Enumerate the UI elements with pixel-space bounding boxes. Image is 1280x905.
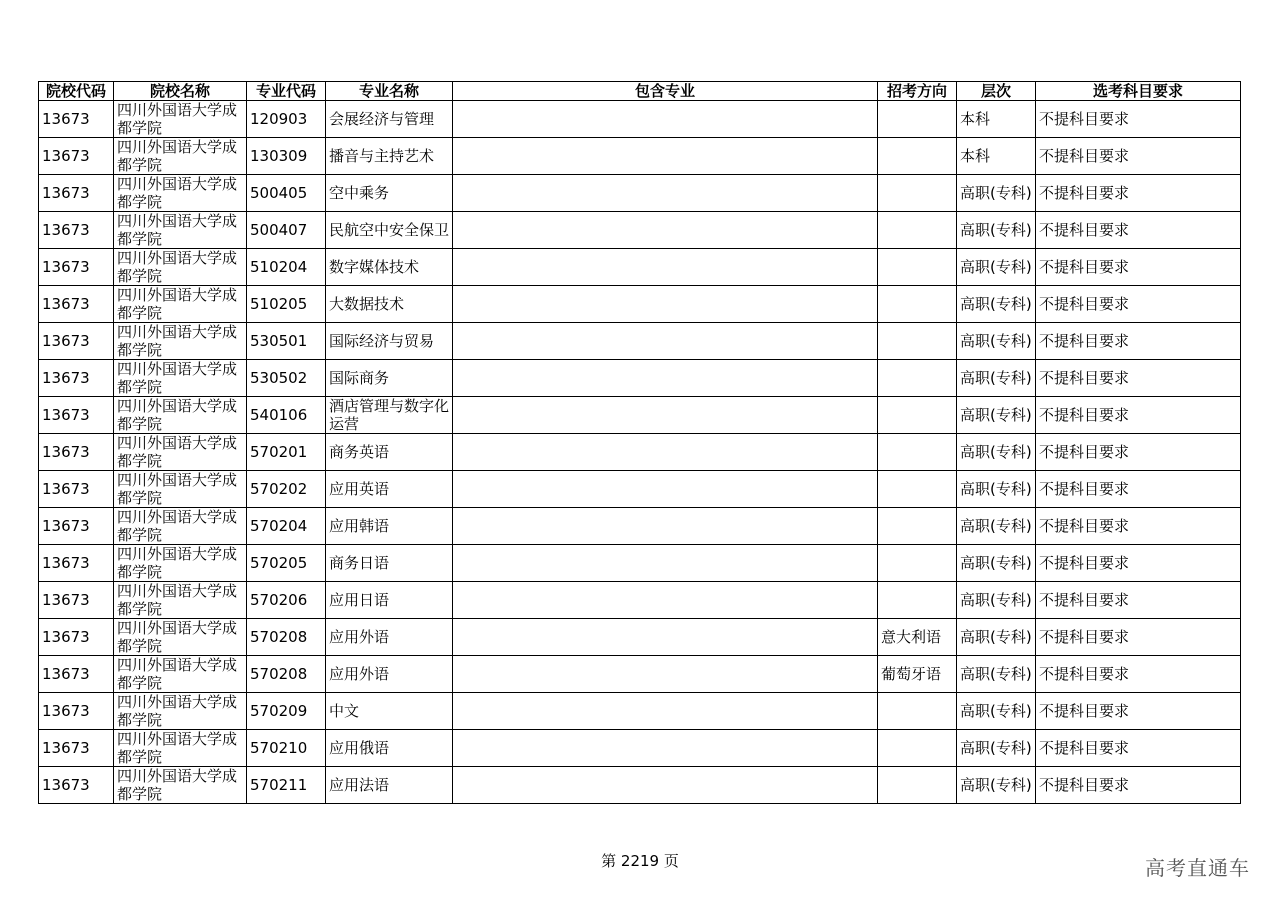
cell-major-name: 应用外语 <box>326 619 453 656</box>
cell-school-code: 13673 <box>39 212 114 249</box>
cell-major-name: 民航空中安全保卫 <box>326 212 453 249</box>
cell-included-majors <box>453 730 878 767</box>
cell-direction <box>878 249 957 286</box>
cell-subject-requirement: 不提科目要求 <box>1036 286 1241 323</box>
cell-subject-requirement: 不提科目要求 <box>1036 508 1241 545</box>
cell-major-code: 530501 <box>247 323 326 360</box>
cell-included-majors <box>453 249 878 286</box>
cell-major-code: 500405 <box>247 175 326 212</box>
cell-direction <box>878 693 957 730</box>
cell-subject-requirement: 不提科目要求 <box>1036 138 1241 175</box>
cell-level: 高职(专科) <box>957 175 1036 212</box>
cell-included-majors <box>453 212 878 249</box>
table-row <box>39 360 1241 397</box>
table-row <box>39 175 1241 212</box>
cell-subject-requirement: 不提科目要求 <box>1036 101 1241 138</box>
cell-direction <box>878 767 957 804</box>
page-number: 第 2219 页 <box>601 852 679 870</box>
cell-major-name: 商务日语 <box>326 545 453 582</box>
cell-included-majors <box>453 138 878 175</box>
table-row <box>39 397 1241 434</box>
cell-school-name: 四川外国语大学成都学院 <box>114 545 247 582</box>
table-row <box>39 286 1241 323</box>
header-major-name: 专业名称 <box>326 82 453 101</box>
cell-included-majors <box>453 545 878 582</box>
cell-school-name: 四川外国语大学成都学院 <box>114 397 247 434</box>
cell-level: 高职(专科) <box>957 286 1036 323</box>
cell-level: 高职(专科) <box>957 212 1036 249</box>
table-row <box>39 434 1241 471</box>
table-row <box>39 508 1241 545</box>
cell-school-code: 13673 <box>39 249 114 286</box>
cell-major-code: 570208 <box>247 619 326 656</box>
cell-direction <box>878 730 957 767</box>
cell-major-code: 570211 <box>247 767 326 804</box>
cell-included-majors <box>453 471 878 508</box>
cell-school-name: 四川外国语大学成都学院 <box>114 212 247 249</box>
cell-major-name: 应用法语 <box>326 767 453 804</box>
cell-level: 高职(专科) <box>957 619 1036 656</box>
cell-included-majors <box>453 767 878 804</box>
cell-major-name: 播音与主持艺术 <box>326 138 453 175</box>
cell-level: 高职(专科) <box>957 582 1036 619</box>
table-row <box>39 619 1241 656</box>
cell-level: 高职(专科) <box>957 323 1036 360</box>
cell-direction <box>878 101 957 138</box>
cell-included-majors <box>453 360 878 397</box>
cell-subject-requirement: 不提科目要求 <box>1036 619 1241 656</box>
cell-level: 高职(专科) <box>957 471 1036 508</box>
cell-school-name: 四川外国语大学成都学院 <box>114 656 247 693</box>
cell-major-code: 570201 <box>247 434 326 471</box>
cell-major-code: 510204 <box>247 249 326 286</box>
cell-included-majors <box>453 656 878 693</box>
cell-major-code: 130309 <box>247 138 326 175</box>
cell-school-code: 13673 <box>39 508 114 545</box>
cell-major-code: 570202 <box>247 471 326 508</box>
cell-level: 高职(专科) <box>957 693 1036 730</box>
cell-major-name: 应用韩语 <box>326 508 453 545</box>
cell-subject-requirement: 不提科目要求 <box>1036 212 1241 249</box>
cell-major-name: 应用俄语 <box>326 730 453 767</box>
cell-included-majors <box>453 323 878 360</box>
cell-major-code: 570208 <box>247 656 326 693</box>
cell-school-name: 四川外国语大学成都学院 <box>114 434 247 471</box>
cell-level: 高职(专科) <box>957 434 1036 471</box>
cell-subject-requirement: 不提科目要求 <box>1036 434 1241 471</box>
header-direction: 招考方向 <box>878 82 957 101</box>
cell-school-name: 四川外国语大学成都学院 <box>114 323 247 360</box>
cell-direction <box>878 138 957 175</box>
cell-major-name: 商务英语 <box>326 434 453 471</box>
cell-school-name: 四川外国语大学成都学院 <box>114 730 247 767</box>
header-included-majors: 包含专业 <box>453 82 878 101</box>
header-major-code: 专业代码 <box>247 82 326 101</box>
cell-subject-requirement: 不提科目要求 <box>1036 582 1241 619</box>
cell-major-code: 500407 <box>247 212 326 249</box>
cell-school-code: 13673 <box>39 619 114 656</box>
cell-direction <box>878 212 957 249</box>
cell-level: 高职(专科) <box>957 249 1036 286</box>
cell-school-name: 四川外国语大学成都学院 <box>114 508 247 545</box>
cell-school-name: 四川外国语大学成都学院 <box>114 138 247 175</box>
cell-subject-requirement: 不提科目要求 <box>1036 656 1241 693</box>
cell-major-code: 570209 <box>247 693 326 730</box>
cell-school-code: 13673 <box>39 175 114 212</box>
cell-school-code: 13673 <box>39 286 114 323</box>
cell-school-name: 四川外国语大学成都学院 <box>114 767 247 804</box>
header-school-name: 院校名称 <box>114 82 247 101</box>
cell-major-name: 中文 <box>326 693 453 730</box>
cell-subject-requirement: 不提科目要求 <box>1036 360 1241 397</box>
header-school-code: 院校代码 <box>39 82 114 101</box>
cell-major-name: 应用日语 <box>326 582 453 619</box>
cell-direction <box>878 471 957 508</box>
table-row <box>39 249 1241 286</box>
cell-major-code: 540106 <box>247 397 326 434</box>
cell-level: 高职(专科) <box>957 508 1036 545</box>
cell-school-name: 四川外国语大学成都学院 <box>114 286 247 323</box>
cell-included-majors <box>453 286 878 323</box>
cell-included-majors <box>453 397 878 434</box>
cell-school-name: 四川外国语大学成都学院 <box>114 175 247 212</box>
cell-school-code: 13673 <box>39 656 114 693</box>
cell-major-code: 570210 <box>247 730 326 767</box>
cell-school-code: 13673 <box>39 730 114 767</box>
cell-subject-requirement: 不提科目要求 <box>1036 693 1241 730</box>
cell-subject-requirement: 不提科目要求 <box>1036 323 1241 360</box>
cell-direction <box>878 323 957 360</box>
cell-level: 高职(专科) <box>957 545 1036 582</box>
header-row <box>39 82 1241 101</box>
header-level: 层次 <box>957 82 1036 101</box>
cell-direction <box>878 175 957 212</box>
cell-direction <box>878 582 957 619</box>
cell-direction <box>878 545 957 582</box>
cell-major-code: 510205 <box>247 286 326 323</box>
cell-included-majors <box>453 508 878 545</box>
cell-school-code: 13673 <box>39 323 114 360</box>
cell-school-code: 13673 <box>39 582 114 619</box>
cell-school-name: 四川外国语大学成都学院 <box>114 619 247 656</box>
cell-school-code: 13673 <box>39 138 114 175</box>
watermark-logo: 高考直通车 <box>1145 856 1250 880</box>
cell-school-code: 13673 <box>39 767 114 804</box>
table-row <box>39 101 1241 138</box>
table-row <box>39 212 1241 249</box>
cell-major-name: 大数据技术 <box>326 286 453 323</box>
cell-included-majors <box>453 101 878 138</box>
cell-subject-requirement: 不提科目要求 <box>1036 730 1241 767</box>
admissions-table <box>38 81 1241 804</box>
cell-direction <box>878 360 957 397</box>
cell-school-name: 四川外国语大学成都学院 <box>114 249 247 286</box>
cell-subject-requirement: 不提科目要求 <box>1036 767 1241 804</box>
cell-included-majors <box>453 582 878 619</box>
cell-school-name: 四川外国语大学成都学院 <box>114 101 247 138</box>
cell-major-name: 空中乘务 <box>326 175 453 212</box>
cell-level: 高职(专科) <box>957 656 1036 693</box>
cell-school-code: 13673 <box>39 693 114 730</box>
cell-level: 本科 <box>957 101 1036 138</box>
header-subject-requirement: 选考科目要求 <box>1036 82 1241 101</box>
cell-school-code: 13673 <box>39 545 114 582</box>
cell-subject-requirement: 不提科目要求 <box>1036 175 1241 212</box>
cell-school-name: 四川外国语大学成都学院 <box>114 360 247 397</box>
cell-major-name: 应用英语 <box>326 471 453 508</box>
cell-school-code: 13673 <box>39 101 114 138</box>
cell-subject-requirement: 不提科目要求 <box>1036 471 1241 508</box>
cell-direction: 意大利语 <box>878 619 957 656</box>
cell-major-name: 酒店管理与数字化运营 <box>326 397 453 434</box>
cell-major-code: 570205 <box>247 545 326 582</box>
table-row <box>39 545 1241 582</box>
cell-direction: 葡萄牙语 <box>878 656 957 693</box>
cell-level: 本科 <box>957 138 1036 175</box>
cell-level: 高职(专科) <box>957 397 1036 434</box>
table-row <box>39 693 1241 730</box>
cell-direction <box>878 397 957 434</box>
cell-school-code: 13673 <box>39 360 114 397</box>
table-row <box>39 582 1241 619</box>
cell-level: 高职(专科) <box>957 767 1036 804</box>
cell-major-name: 国际商务 <box>326 360 453 397</box>
table-body <box>39 101 1241 804</box>
cell-major-code: 530502 <box>247 360 326 397</box>
cell-school-name: 四川外国语大学成都学院 <box>114 471 247 508</box>
cell-major-name: 数字媒体技术 <box>326 249 453 286</box>
cell-major-code: 570204 <box>247 508 326 545</box>
cell-subject-requirement: 不提科目要求 <box>1036 397 1241 434</box>
cell-school-code: 13673 <box>39 471 114 508</box>
cell-major-name: 会展经济与管理 <box>326 101 453 138</box>
cell-included-majors <box>453 175 878 212</box>
cell-included-majors <box>453 693 878 730</box>
cell-included-majors <box>453 619 878 656</box>
table-row <box>39 138 1241 175</box>
table-row <box>39 323 1241 360</box>
table-row <box>39 730 1241 767</box>
cell-major-name: 国际经济与贸易 <box>326 323 453 360</box>
table-row <box>39 656 1241 693</box>
cell-major-code: 570206 <box>247 582 326 619</box>
cell-school-name: 四川外国语大学成都学院 <box>114 693 247 730</box>
cell-major-code: 120903 <box>247 101 326 138</box>
cell-direction <box>878 434 957 471</box>
cell-school-name: 四川外国语大学成都学院 <box>114 582 247 619</box>
cell-school-code: 13673 <box>39 434 114 471</box>
table-row <box>39 767 1241 804</box>
cell-subject-requirement: 不提科目要求 <box>1036 249 1241 286</box>
cell-major-name: 应用外语 <box>326 656 453 693</box>
cell-school-code: 13673 <box>39 397 114 434</box>
table-row <box>39 471 1241 508</box>
cell-direction <box>878 508 957 545</box>
cell-subject-requirement: 不提科目要求 <box>1036 545 1241 582</box>
cell-included-majors <box>453 434 878 471</box>
cell-direction <box>878 286 957 323</box>
cell-level: 高职(专科) <box>957 730 1036 767</box>
cell-level: 高职(专科) <box>957 360 1036 397</box>
